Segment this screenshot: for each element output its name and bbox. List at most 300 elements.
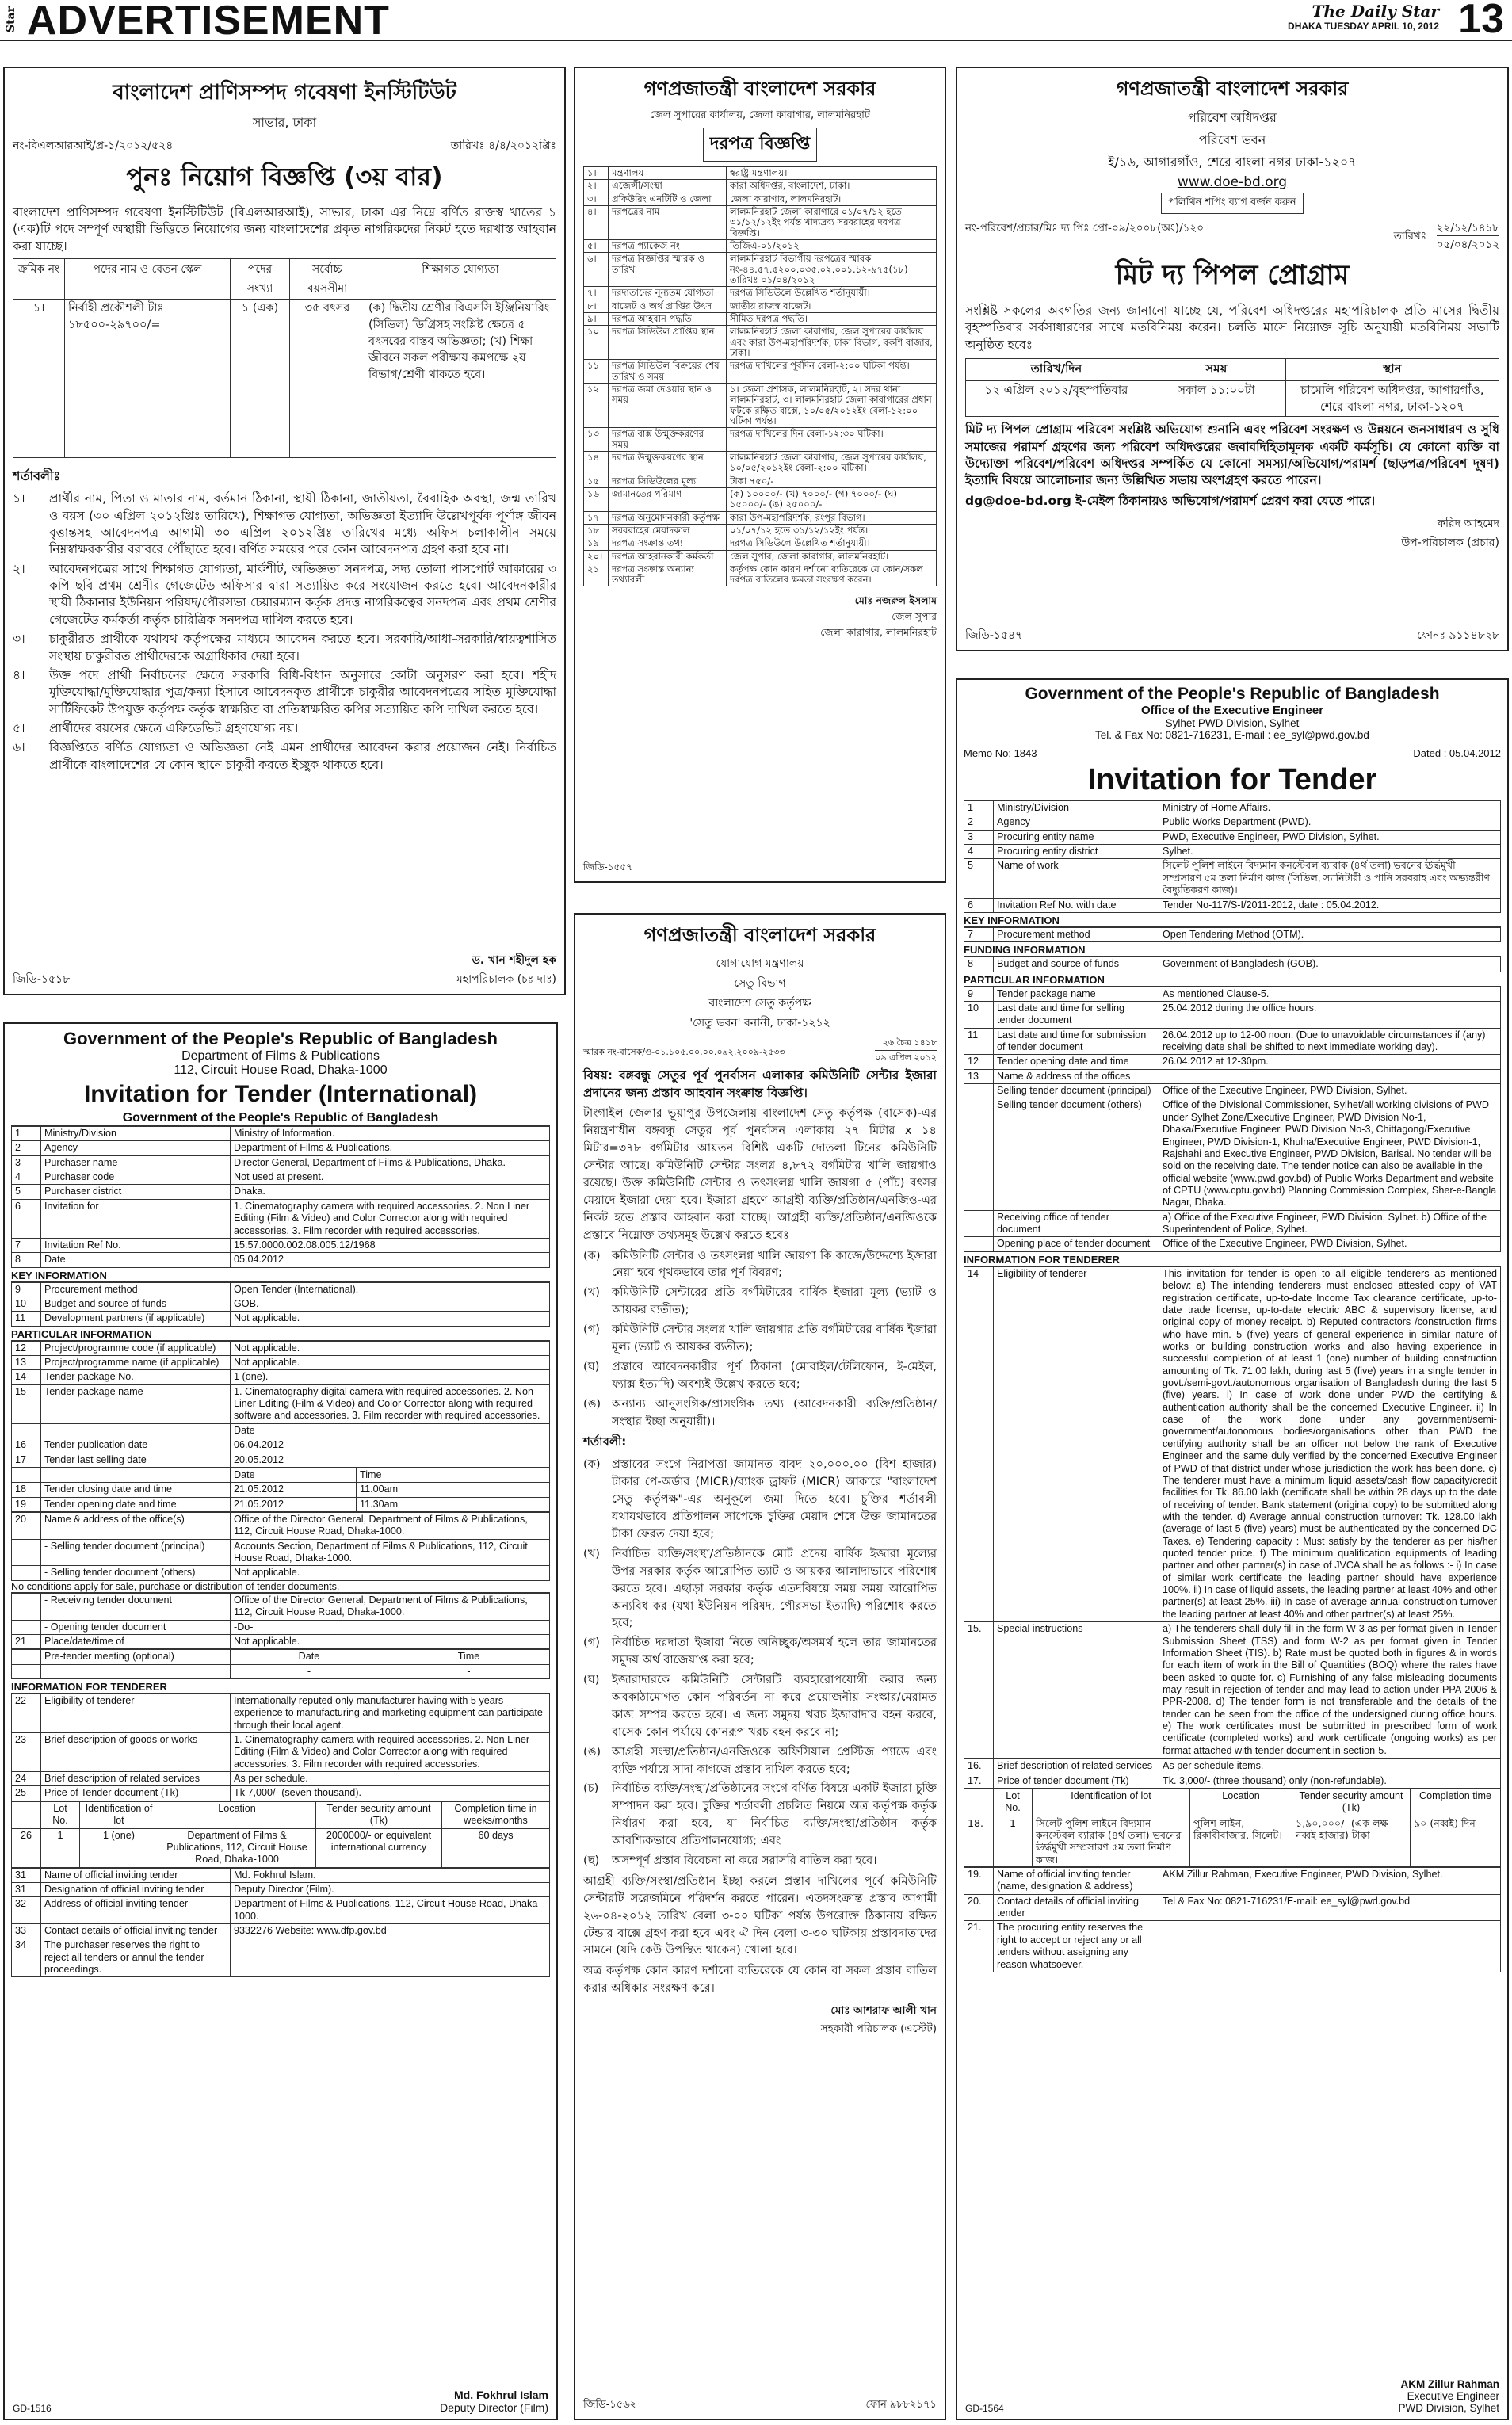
table-cell: তিজিএ-০১/২০১২	[727, 239, 937, 252]
term-item: ২। আবেদনপত্রের সাথে শিক্ষাগত যোগ্যতা, মার্কশীট, অভিজ্ঞতা সনদপত্র, সদ্য তোলা পাসপোর্ট আকারের ৩ কপি ছবি প্রথম শ্রেণীর গেজেটেড অফিসার দ্বারা সত্যায়িত করে সংযোজন করতে হবে। আবেদনকারীর স্থায়ী ঠিকানার ইউনিয়ন পরিষদ/পৌরসভা চেয়ারম্যান কর্তৃক প্রদত্ত নাগরিকত্বের সনদপত্র এবং প্রথম শ্রেণীর গেজেটেড কর্মকর্তা কর্তৃক চারিত্রিক সনদপত্র দাখিল করতে হবে।	[13, 561, 556, 627]
table-cell: PWD, Executive Engineer, PWD Division, Sylhet.	[1159, 830, 1501, 844]
gov-name: Government of the People's Republic of Bangladesh	[1025, 685, 1440, 703]
table-row	[584, 524, 937, 537]
lot-security-col: Tender security amount (Tk)	[1292, 1789, 1411, 1816]
pre-tender-table	[11, 1649, 550, 1679]
table-cell: দরদাতাদের নূন্যতম যোগ্যতা	[609, 287, 727, 300]
tender-table-a	[11, 1126, 550, 1268]
table-cell: - Selling tender document (principal)	[41, 1539, 231, 1566]
table-cell: As per schedule items.	[1159, 1759, 1501, 1774]
table-cell: ৬।	[584, 253, 609, 287]
table-cell: ১৫।	[584, 475, 609, 487]
intro-text: সংশ্লিষ্ট সকলের অবগতির জন্য জানানো যাচ্ছে যে, পরিবেশ অধিদপ্তরের মহাপরিচালক প্রতি মাসের দ্বিতীয় বৃহস্পতিবার সর্বসাধারণের সাথে মতবিনিময় করেন। চলতি মাসে নিম্নোক্ত সূচি অনুযায়ী মতবিনিময় সভাটি অনুষ্ঠিত হবেঃ	[965, 304, 1499, 352]
table-cell: Address of official inviting tender	[41, 1897, 231, 1924]
website-link[interactable]: www.doe-bd.org	[1177, 174, 1288, 190]
table-cell: 1	[12, 1127, 41, 1141]
table-row	[12, 1141, 550, 1155]
lot-row-id: 1 (one)	[80, 1828, 158, 1867]
table-cell: 3	[964, 830, 994, 844]
table-cell: Tender package No.	[41, 1370, 231, 1384]
table-cell: 18	[12, 1483, 41, 1497]
table-cell: Dhaka.	[231, 1185, 550, 1199]
table-cell: Project/programme name (if applicable)	[41, 1356, 231, 1370]
signer-name: ড. খান শহীদুল হক	[472, 954, 556, 967]
table-cell: ২০।	[584, 550, 609, 563]
term-item: (চ) নির্বাচিত ব্যক্তি/সংস্থা/প্রতিষ্ঠানের সংগে বর্ণিত বিষয়ে একটি ইজারা চুক্তি সম্পাদন করা হবে। চুক্তির শর্তাবলী প্রচলিত নিয়মে অত্র কর্তৃপক্ষ কর্তৃক নির্ধারণ করা হবে, যা নির্বাচিত ব্যক্তি/সংস্থা/প্রতিষ্ঠান কর্তৃক আবশ্যিকভাবে প্রতিপালনযোগ্য; এবং	[583, 1782, 937, 1848]
table-row	[964, 1921, 1501, 1972]
table-cell: (ক) ১০০০০/- (খ) ৭০০০/- (গ) ৭০০০/- (ঘ) ১৫০০০/- (ঙ) ২৫০০০/-	[727, 487, 937, 511]
table-cell: দরপত্র দাখিলের দিন বেলা-১২:৩০ ঘটিকা।	[727, 428, 937, 452]
date-col-head: Date	[231, 1468, 357, 1482]
ministry-name: যোগাযোগ মন্ত্রণালয়	[716, 957, 804, 970]
table-cell: 13	[12, 1356, 41, 1370]
table-cell: ৫।	[584, 239, 609, 252]
table-row	[12, 1370, 550, 1384]
table-cell: ১১।	[584, 360, 609, 384]
col-post: পদের নাম ও বেতন স্কেল	[65, 259, 231, 300]
table-cell: Procuring entity district	[994, 845, 1159, 859]
dept-name: Department of Films & Publications	[181, 1049, 380, 1063]
table-row	[12, 1924, 550, 1938]
closing-text-2: অত্র কর্তৃপক্ষ কোন কারণ দর্শানো ব্যতিরেকে যে কোন বা সকল প্রস্তাব বাতিল করার অধিকার সংরক্ষণ করে।	[583, 1964, 937, 1995]
table-cell: Not applicable.	[231, 1634, 550, 1648]
lot-security-col: Tender security amount (Tk)	[316, 1801, 442, 1828]
lot-row-id: সিলেট পুলিশ লাইনে বিদ্যমান কনস্টেবল ব্যারাক (৪র্থ তলা) ভবনের ঊর্দ্ধমুখী সম্প্রসারণ ৫ম তলা নির্মাণ কাজ।	[1033, 1816, 1190, 1866]
table-cell: 31	[12, 1868, 41, 1882]
table-cell: - Opening tender document	[41, 1620, 231, 1634]
row-time: সকাল ১১:০০টা	[1147, 381, 1285, 417]
table-cell: 7	[964, 927, 994, 941]
table-cell: দরপত্র সিডিউলে উল্লেখিত শর্তানুযায়ী।	[727, 287, 937, 300]
table-cell: -Do-	[231, 1620, 550, 1634]
slogan-box: পলিথিন শপিং ব্যাগ বর্জন করুন	[1161, 193, 1303, 214]
table-cell: Tender package name	[41, 1384, 231, 1423]
table-cell: Price of Tender document (Tk)	[41, 1786, 231, 1801]
table-cell: Director General, Department of Films & Publications, Dhaka.	[231, 1155, 550, 1170]
issue-date: DHAKA TUESDAY APRIL 10, 2012	[1288, 21, 1439, 32]
lot-col: Lot No.	[994, 1789, 1033, 1816]
table-cell: 20.05.2012	[231, 1453, 550, 1467]
signer-title: উপ-পরিচালক (প্রচার)	[1401, 537, 1499, 549]
table-cell: Ministry/Division	[41, 1127, 231, 1141]
table-row	[964, 845, 1501, 859]
ref-number: স্মারক নং-বাসেক/ও-০১.১০৫.০০.০০.০৯২.২০০৯-২৫৩৩	[583, 1047, 785, 1057]
table-cell: লালমনিরহাট জেলা কারাগার, জেল সুপারের কার্যালয়, ১০/০৫/২০১২ইং বেলা-২:০০ ঘটিকা।	[727, 451, 937, 475]
authority-name: বাংলাদেশ সেতু কর্তৃপক্ষ	[708, 997, 811, 1010]
funding-heading: FUNDING INFORMATION	[964, 944, 1501, 957]
table-cell: লালমনিরহাট জেলা কারাগারে ০১/০৭/১২ হতে ৩১/১২/১২ইং পর্যন্ত খাদ্যদ্রব্য সরবরাহের দরপত্র বিজ্ঞপ্তি।	[727, 205, 937, 239]
table-cell: 31	[12, 1882, 41, 1896]
table-cell: দরপত্র উন্মুক্তকরণের স্থান	[609, 451, 727, 475]
table-cell: ২১।	[584, 563, 609, 586]
eligibility-label: Eligibility of tenderer	[994, 1266, 1159, 1621]
table-cell: 2	[12, 1141, 41, 1155]
table-cell: জাতীয় রাজস্ব বাজেট।	[727, 300, 937, 312]
notice-headline: Invitation for Tender (International)	[83, 1081, 478, 1107]
table-cell: 9332276 Website: www.dfp.gov.bd	[231, 1924, 550, 1938]
table-row	[12, 1384, 550, 1423]
notice-headline: মিট দ্য পিপল প্রোগ্রাম	[1115, 259, 1350, 291]
table-cell	[231, 1938, 550, 1977]
term-item: (খ) নির্বাচিত ব্যক্তি/সংস্থা/প্রতিষ্ঠানকে মোট প্রদেয় বার্ষিক ইজারা মূল্যের উপর সরকার কর্তৃক আরোপিত ভ্যাট ও আয়কর আলাদাভাবে পরিশোধ করতে হবে। এছাড়া সরকার কর্তৃক এতদবিষয়ে সময় সময় আরোপিত অন্যবিধ কর (যথা ইউনিয়ন পরিষদ, পৌরসভা ইত্যাদি) পরিশোধ করতে হবে;	[583, 1546, 937, 1630]
table-cell: ৮।	[584, 300, 609, 312]
col-count: পদের সংখ্যা	[231, 259, 290, 300]
row-place: চামেলি পরিবেশ অধিদপ্তর, আগারগাঁও, শেরে বাংলা নগর, ঢাকা-১২০৭	[1285, 381, 1499, 417]
memo-number: Memo No: 1843	[964, 747, 1037, 759]
table-cell	[964, 1210, 994, 1237]
table-cell: Agency	[41, 1141, 231, 1155]
table-cell: ৩।	[584, 193, 609, 205]
table-cell: Not applicable.	[231, 1566, 550, 1580]
org-location: সাভার, ঢাকা	[252, 115, 317, 130]
table-cell: Date	[41, 1253, 231, 1267]
notice-headline: Invitation for Tender	[1087, 763, 1377, 796]
table-cell: Name of official inviting tender (name, designation & address)	[994, 1868, 1159, 1895]
table-cell: Name of work	[994, 859, 1159, 898]
table-cell: 11.00am	[357, 1483, 550, 1497]
particular-info-heading: PARTICULAR INFORMATION	[964, 974, 1501, 987]
table-cell: Selling tender document (principal)	[994, 1084, 1159, 1098]
table-row	[964, 1759, 1501, 1774]
table-row	[12, 1423, 550, 1438]
table-cell: 10	[12, 1297, 41, 1311]
table-cell: জামানতের পরিমাণ	[609, 487, 727, 511]
term-item: (ঙ) আগ্রহী সংস্থা/প্রতিষ্ঠান/এনজিওকে অফিসিয়াল প্রেস্টিজ প্যাডে এবং ব্যক্তি পর্যায়ে সাদা কাগজে প্রস্তাব দাখিল করতে হবে;	[583, 1744, 937, 1776]
table-cell: সীমিত দরপত্র পদ্ধতি।	[727, 312, 937, 325]
table-cell: দরপত্রের নাম	[609, 205, 727, 239]
table-row	[964, 927, 1501, 941]
row-qual: (ক) দ্বিতীয় শ্রেণীর বিএসসি ইঞ্জিনিয়ারিং (সিভিল) ডিগ্রিসহ সংশ্লিষ্ট ক্ষেত্রে ৫ বৎসরের বাস্তব অভিজ্ঞতা; (খ) শিক্ষা জীবনে সকল পরীক্ষায় কমপক্ষে ২য় বিভাগ/শ্রেণী থাকতে হবে।	[365, 300, 556, 458]
table-cell: Open Tender (International).	[231, 1282, 550, 1297]
table-row	[584, 383, 937, 427]
signer-title: সহকারী পরিচালক (এস্টেট)	[820, 2022, 937, 2036]
table-cell: Tender last selling date	[41, 1453, 231, 1467]
table-row	[584, 487, 937, 511]
table-row	[584, 205, 937, 239]
table-row	[12, 1297, 550, 1311]
table-cell	[12, 1539, 41, 1566]
table-row	[964, 957, 1501, 972]
table-cell: ০১/০৭/১২ হতে ৩১/১২/১২ইং পর্যন্ত।	[727, 524, 937, 537]
table-cell: 32	[12, 1897, 41, 1924]
division-name: Sylhet PWD Division, Sylhet	[1165, 717, 1300, 729]
term-item: ৩। চাকুরীরত প্রার্থীকে যথাযথ কর্তৃপক্ষের মাধ্যমে আবেদন করতে হবে। সরকারি/আধা-সরকারি/স্বায়ত্বশাসিত সংস্থায় চাকুরীরত প্রার্থীদেরকে অগ্রাধিকার দেয়া হবে।	[13, 632, 556, 663]
table-cell: Contact details of official inviting tender	[994, 1894, 1159, 1921]
table-cell	[964, 1237, 994, 1251]
table-cell: 16.	[964, 1759, 994, 1774]
date-label: তারিখঃ	[1393, 230, 1426, 242]
gov-name: গণপ্রজাতন্ত্রী বাংলাদেশ সরকার	[643, 924, 876, 946]
ad-films-tender	[3, 1022, 558, 2420]
term-item: (ঘ) ইজারাদারকে কমিউনিটি সেন্টারটি ব্যবহারোপযোগী করার জন্য অবকাঠামোগত কোন পরিবর্তন না করে প্রয়োজনীয় সংস্কার/মেরামত কাজ সম্পন্ন করতে হবে। এ জন্য সমুদয় খরচ ইজারাদার বহন করবে, বাসেক কোন পর্যায়ে কোনরূপ খরচ বহন করবে না;	[583, 1673, 937, 1739]
table-row	[12, 1868, 550, 1882]
tender-table-b	[11, 1282, 550, 1327]
table-cell: ১। জেলা প্রশাসক, লালমনিরহাট, ২। সদর থানা লালমনিরহাট, ৩। লালমনিরহাট জেলা কারাগারের প্রধান ফটকে রক্ষিত বাক্সে, ১০/০৫/২০১২ইং বেলা-১২:০০ ঘটিকা পর্যন্ত।	[727, 383, 937, 427]
phone-number: ফোনঃ ৯১১৪৮২৮	[1417, 629, 1499, 642]
table-row	[12, 1772, 550, 1786]
table-cell: Sylhet.	[1159, 845, 1501, 859]
table-cell: ১৩।	[584, 428, 609, 452]
masthead	[0, 0, 1512, 44]
table-row	[12, 1634, 550, 1648]
table-cell: Development partners (if applicable)	[41, 1312, 231, 1326]
lot-row-sl: 18.	[964, 1816, 994, 1866]
col-time: সময়	[1147, 359, 1285, 381]
table-row	[964, 1894, 1501, 1921]
table-cell: Public Works Department (PWD).	[1159, 815, 1501, 830]
lot-row-no: 1	[994, 1816, 1033, 1866]
lot-location-col: Location	[1190, 1789, 1292, 1816]
table-cell: ১।	[584, 167, 609, 180]
table-row	[964, 1084, 1501, 1098]
table-cell: 15.57.0000.002.08.005.12/1968	[231, 1238, 550, 1252]
table-cell: 17.	[964, 1774, 994, 1788]
table-cell: 21.05.2012	[231, 1483, 357, 1497]
table-row	[584, 239, 937, 252]
table-cell: লালমনিরহাট বিভাগীয় দরপত্রের স্মারক নং-৪৪.৫৭.৫২০০.০৩৫.০২.০০১.১২-৯৭৫(১৮) তারিখঃ ০১/০৪/২০১২	[727, 253, 937, 287]
table-row	[12, 1238, 550, 1252]
table-row	[964, 1055, 1501, 1069]
table-cell: Name of official inviting tender	[41, 1868, 231, 1882]
terms-list	[13, 491, 556, 773]
table-row	[12, 1282, 550, 1297]
dept-address: 112, Circuit House Road, Dhaka-1000	[174, 1064, 388, 1077]
table-cell: 20.	[964, 1894, 994, 1921]
table-row	[12, 1694, 550, 1732]
notice-headline: পুনঃ নিয়োগ বিজ্ঞপ্তি (৩য় বার)	[126, 162, 443, 192]
building-name: পরিবেশ ভবন	[1198, 132, 1266, 147]
tender-table-c	[11, 1341, 550, 1468]
table-cell: 13	[964, 1069, 994, 1083]
table-cell: দরপত্র আহবান পদ্ধতি	[609, 312, 727, 325]
table-row	[584, 550, 937, 563]
table-cell: দরপত্র সিডিউলের মূল্য	[609, 475, 727, 487]
signer-title: Executive Engineer	[1407, 2390, 1499, 2402]
schedule-table	[965, 358, 1499, 417]
signer-name: Md. Fokhrul Islam	[453, 2389, 548, 2401]
lot-row-security: ১,৯০,০০০/- (এক লক্ষ নব্বই হাজার) টাকা	[1292, 1816, 1411, 1866]
table-cell: স্বরাষ্ট্র মন্ত্রণালয়।	[727, 167, 937, 180]
post-table	[13, 258, 556, 458]
table-row	[584, 360, 937, 384]
table-cell: 21.	[964, 1921, 994, 1972]
col-qual: শিক্ষাগত যোগ্যতা	[365, 259, 556, 300]
table-cell: দরপত্র প্যাকেজ নং	[609, 239, 727, 252]
term-item: ১। প্রার্থীর নাম, পিতা ও মাতার নাম, বর্তমান ঠিকানা, স্থায়ী ঠিকানা, জাতীয়তা, বৈবাহিক অবস্থা, জন্ম তারিখ ও বয়স (৩০ এপ্রিল ২০১২খ্রিঃ তারিখে), শিক্ষাগত যোগ্যতা, অভিজ্ঞতা ইত্যাদি উল্লেখপূর্বক পূর্ণাঙ্গ জীবন বৃত্তান্তসহ আবেদনপত্র আগামী ৩০ এপ্রিল ২০১২খ্রিঃ তারিখের মধ্যে অফিস চলাকালীন সময়ে নিম্নস্বাক্ষরকারীর বরাবরে পৌঁছাতে হবে। বর্ণিত সময়ের পরে কোন আবেদনপত্র গ্রহণ করা হবে না।	[13, 491, 556, 557]
table-cell: Department of Films & Publications.	[231, 1141, 550, 1155]
table-cell: দরপত্র অনুমোদনকারী কর্তৃপক্ষ	[609, 511, 727, 524]
row-date: ১২ এপ্রিল ২০১২/বৃহস্পতিবার	[966, 381, 1147, 417]
table-cell: Tk 7,000/- (seven thousand).	[231, 1786, 550, 1801]
table-cell: Not used at present.	[231, 1170, 550, 1185]
table-cell	[964, 1084, 994, 1098]
page-number: 13	[1458, 0, 1504, 42]
ad-code: জিডি-১৫১৮	[13, 973, 71, 986]
authority-address: 'সেতু ভবন' বনানী, ঢাকা-১২১২	[689, 1017, 830, 1029]
term-item: ৪। উক্ত পদে প্রার্থী নির্বাচনের ক্ষেত্রে সরকারি বিধি-বিধান অনুসারে কোটা অনুসরণ করা হবে। শহীদ মুক্তিযোদ্ধা/মুক্তিযোদ্ধার পুত্র/কন্যা হিসাবে আবেদনকৃত প্রার্থীকে চাকুরীর আবেদনপত্রের সহিত মুক্তিযোদ্ধা সার্টিফিকেট উপযুক্ত কর্তৃপক্ষ কর্তৃক স্বাক্ষরিত বা প্রতিস্বাক্ষরিত কপির সত্যায়িত কপি দাখিল করতে হবে।	[13, 667, 556, 716]
table-row	[12, 1897, 550, 1924]
eligibility-text: This invitation for tender is open to all eligible tenderers as mentioned below: a) The intending tenderers must enclosed attested copy of VAT registration certificate, up-to-date Income Tax clearance certificate, up-to-date trade license, up-to-date electric ABC & supervisory license, and original copy of money receipt. b) Reputed contractors /construction firms who have min. 5 (five) years of general experience in similar nature of works or building construction works and also having experience in successful completion of at least 1 (one) number of building construction amounting of Tk. 71.00 lakh, during last 5 (five) years in a single tender in govt./semi-govt./autonomous organisation of Bangladesh during the last 5 (five) years. i) In case of work done under PWD the certifying & authentication authority shall be the concerned Executive Engineer. ii) In case of the work done under any government/semi-government/autonomous bodies/organisations other than PWD the certifying authority shall be an officer not below the rank of Executive Engineer and the same duly verified by the concerned Executive Engineer of PWD of that district under whose jurisdiction the work has been done. c) The tenderer must have a minimum liquid assets/cash flow capacity/credit facilities for Tk. 86.00 lakh (certificate shall be within 28 days up to the date of receiving of tender. Bank statement (original copy) to be submitted along with the tender. d) Average annual construction turnover: Tk. 128.00 lakh (average of last 5 (five) years) must be authenticated by the concerned DC Taxes. e) Tendering capacity : Must satisfy by the tenderer as per his/her quoted tender price. f) The minimum qualification equipments of leading partner and other partner(s) in case of JVCA shall be as follows :- i) In case of similar work certificate the leading partner should have experience 100%. ii) In case of liquid assets, the leading partner at least 40% and other partner(s) at least 25%. iii) In case of average annual construction turnover the leading partner at least 40% and other partner(s) at least 25%.	[1159, 1266, 1501, 1621]
table-cell: Md. Fokhrul Islam.	[231, 1868, 550, 1882]
pwd-table-c	[964, 957, 1501, 972]
info-item: (ঘ) প্রস্তাবে আবেদনকারীর পূর্ণ ঠিকানা (মোবাইল/টেলিফোন, ই-মেইল, ফ্যাক্স ইত্যাদি) অবশ্যই উল্লেখ করতে হবে;	[583, 1359, 937, 1391]
table-row	[964, 1028, 1501, 1055]
pwd-table-e	[964, 1759, 1501, 1789]
table-cell: 4	[964, 845, 994, 859]
term-item: ৬। বিজ্ঞপ্তিতে বর্ণিত যোগ্যতা ও অভিজ্ঞতা নেই এমন প্রার্থীদের আবেদন করার প্রয়োজন নেই। নির্বাচিত প্রার্থীকে বাংলাদেশের যে কোন স্থানে চাকুরী করতে ইচ্ছুক থাকতে হবে।	[13, 740, 556, 772]
ad-bridge-authority	[574, 913, 946, 2420]
gov-name: গণপ্রজাতন্ত্রী বাংলাদেশ সরকার	[643, 78, 876, 100]
email-line: dg@doe-bd.org ই-মেইল ঠিকানায়ও অভিযোগ/পরামর্শ প্রেরণ করা যেতে পারে।	[965, 493, 1376, 508]
info-item: (ঙ) অন্যান্য আনুসংগিক/প্রাসংগিক তথ্য (আবেদনকারী ব্যক্তি/প্রতিষ্ঠান/সংস্থার ইচ্ছা অনুযায়ী)।	[583, 1396, 937, 1428]
table-cell: Last date and time for submission of tender document	[994, 1028, 1159, 1055]
table-cell: - Selling tender document (others)	[41, 1566, 231, 1580]
table-row	[12, 1938, 550, 1977]
table-cell: লালমনিরহাট জেলা কারাগার, জেল সুপারের কার্যালয় এবং কারা উপ-মহাপরিদর্শক, ঢাকা বিভাগ, বকশি বাজার, ঢাকা।	[727, 326, 937, 360]
info-tenderer-heading: INFORMATION FOR TENDERER	[964, 1254, 1501, 1266]
tender-table-e	[11, 1512, 550, 1581]
table-cell: ২।	[584, 180, 609, 193]
table-cell: 23	[12, 1733, 41, 1772]
info-item: (গ) কমিউনিটি সেন্টার সংলগ্ন খালি জায়গার প্রতি বর্গমিটারের বার্ষিক ইজারা মূল্য (ভ্যাট ও আয়কর ব্যতীত);	[583, 1323, 937, 1354]
info-item: (খ) কমিউনিটি সেন্টারের প্রতি বর্গমিটারের বার্ষিক ইজারা মূল্য (ভ্যাট ও আয়কর ব্যতীত);	[583, 1285, 937, 1317]
table-cell: ৭।	[584, 287, 609, 300]
table-cell: GOB.	[231, 1297, 550, 1311]
table-cell: 06.04.2012	[231, 1438, 550, 1453]
ad-blri-recruitment	[3, 67, 566, 995]
table-cell: Brief description of related services	[41, 1772, 231, 1786]
table-cell: 4	[12, 1170, 41, 1185]
date-1: ২২/১২/১৪১৮	[1436, 222, 1499, 235]
memo-date: Dated : 05.04.2012	[1413, 747, 1501, 759]
table-cell: 1	[964, 801, 994, 815]
term-item: ৫। প্রার্থীদের বয়সের ক্ষেত্রে এফিডেভিট গ্রহণযোগ্য নয়।	[13, 721, 299, 735]
table-cell: Office of the Divisional Commissioner, Sylhet/all working divisions of PWD under Sylhet Zone/Executive Engineer, PWD Division No-1, Dhaka/Executive Engineer, PWD Division No-3, Chittagong/Executive Engineer, PWD Division-1, Khulna/Executive Engineer, PWD Division-1, Rajshahi and Executive Engineer, PWD Division, Barisal. No tender will be sold on the receiving date. The tender notice can also be available in the official website (www.pwd.gov.bd) of Public Works Department and website of CPTU (www.cptu.gov.bd) Planning Commission Complex, Sher-e-Bangla Nagar, Dhaka.	[1159, 1098, 1501, 1210]
table-cell: a) Office of the Executive Engineer, PWD Division, Sylhet. b) Office of the Superintendent of Police, Sylhet.	[1159, 1210, 1501, 1237]
lot-row-no: 1	[41, 1828, 80, 1867]
lot-location-col: Location	[158, 1801, 316, 1828]
table-cell: দরপত্র জমা দেওয়ার স্থান ও সময়	[609, 383, 727, 427]
office-name: জেল সুপারের কার্যালয়, জেলা কারাগার, লালমনিরহাট	[650, 109, 870, 121]
pwd-table-a	[964, 800, 1501, 913]
table-cell: Invitation Ref No. with date	[994, 898, 1159, 912]
pre-tender-date: -	[231, 1664, 388, 1678]
table-cell	[12, 1620, 41, 1634]
lot-row-sl: 26	[12, 1828, 41, 1867]
particular-info-heading: PARTICULAR INFORMATION	[11, 1328, 550, 1341]
term-item: (গ) নির্বাচিত দরদাতা ইজারা নিতে অনিচ্ছুক/অসমর্থ হলে তার জামানতের সমুদয় অর্থ বাজেয়াপ্ত করা হবে;	[583, 1636, 937, 1667]
signer-name: মোঃ নজরুল ইসলাম	[854, 594, 937, 607]
dept-name: পরিবেশ অধিদপ্তর	[1188, 110, 1277, 125]
table-cell: দরপত্র সিডিউল প্রাপ্তির স্থান	[609, 326, 727, 360]
table-cell: 1 (one).	[231, 1370, 550, 1384]
gov-name: Government of the People's Republic of Bangladesh	[63, 1029, 498, 1048]
signer-name: মোঃ আশরাফ আলী খান	[830, 2004, 937, 2018]
table-cell: Not applicable.	[231, 1341, 550, 1355]
ref-number: নং-পরিবেশ/প্রচার/মিঃ দ্য পিঃ প্রো-০৯/২০০৮(অং)/১২০	[965, 222, 1204, 235]
table-row	[12, 1733, 550, 1772]
table-cell: দরপত্র সিডিউলে উল্লেখিত শর্তানুযায়ী।	[727, 537, 937, 550]
table-cell: Tender publication date	[41, 1438, 231, 1453]
lot-id-col: Identification of lot	[80, 1801, 158, 1828]
table-row	[12, 1253, 550, 1267]
terms-title: শর্তাবলী:	[583, 1434, 627, 1449]
ad-code: জিডি-১৫৪৭	[965, 629, 1023, 642]
subject-line: বিষয়: বঙ্গবন্ধু সেতুর পূর্ব পুনর্বাসন এলাকার কমিউনিটি সেন্টার ইজারা প্রদানের জন্য প্রস্তাব আহবান সংক্রান্ত বিজ্ঞপ্তি।	[583, 1068, 937, 1100]
col-date: তারিখ/দিন	[966, 359, 1147, 381]
table-cell: Eligibility of tenderer	[41, 1694, 231, 1732]
table-cell: Procurement method	[994, 927, 1159, 941]
table-cell: As mentioned Clause-5.	[1159, 987, 1501, 1001]
table-row	[964, 1210, 1501, 1237]
table-cell: Date	[231, 1423, 550, 1438]
table-row	[964, 898, 1501, 912]
table-cell: 15	[12, 1384, 41, 1423]
table-cell: Tk. 3,000/- (three thousand) only (non-refundable).	[1159, 1774, 1501, 1788]
org-name: বাংলাদেশ প্রাণিসম্পদ গবেষণা ইনস্টিটিউট	[113, 81, 456, 105]
table-cell: The procuring entity reserves the right to accept or reject any or all tenders without assigning any reason whatsoever.	[994, 1921, 1159, 1972]
table-cell	[964, 1098, 994, 1210]
contact-line: Tel. & Fax No: 0821-716231, E-mail : ee_syl@pwd.gov.bd	[1095, 729, 1369, 741]
table-row	[584, 563, 937, 586]
term-item: (ক) প্রস্তাবের সংগে নিরাপত্তা জামানত বাবদ ২০,০০০.০০ (বিশ হাজার) টাকার পে-অর্ডার (MICR)/ব্যাংক ড্রাফট (MICR) আকারে "বাংলাদেশ সেতু কর্তৃপক্ষ"-এর অনুকূলে জমা দিতে হবে। চুক্তির শর্তাবলী যথাযথভাবে প্রতিপালন সাপেক্ষে চুক্তির মেয়াদ শেষে উক্ত জামানতের টাকা ফেরত দেয়া হবে;	[583, 1457, 937, 1541]
table-cell: 11.30am	[357, 1497, 550, 1511]
table-row	[12, 1512, 550, 1539]
table-cell: জেলা কারাগার, লালমনিরহাট।	[727, 193, 937, 205]
info-item: (ক) কমিউনিটি সেন্টার ও তৎসংলগ্ন খালি জায়গা কি কাজে/উদ্দেশ্যে ইজারা নেয়া হবে পৃথকভাবে তার পূর্ণ বিবরণ;	[583, 1248, 937, 1280]
table-cell: 1. Cinematography camera with required accessories. 2. Non Liner Editing (Film & Video) and Color Corrector along with required accessories. 3. Film recorder with required accessories.	[231, 1733, 550, 1772]
lot-table	[11, 1801, 550, 1868]
table-cell: - Receiving tender document	[41, 1593, 231, 1620]
table-cell: Last date and time for selling tender document	[994, 1001, 1159, 1028]
row-post: নির্বাহী প্রকৌশলী টাঃ ১৮৫০০-২৯৭০০/=	[65, 300, 231, 458]
table-cell: ১৪।	[584, 451, 609, 475]
table-cell: Agency	[994, 815, 1159, 830]
table-cell: 19.	[964, 1868, 994, 1895]
division-name: সেতু বিভাগ	[734, 977, 786, 990]
table-row	[584, 312, 937, 325]
table-cell: 10	[964, 1001, 994, 1028]
table-cell: Government of Bangladesh (GOB).	[1159, 957, 1501, 972]
tender-dates-table	[11, 1468, 550, 1512]
table-cell: 8	[12, 1253, 41, 1267]
dept-address: ই/১৬, আগারগাঁও, শেরে বাংলা নগর ঢাকা-১২০৭	[1108, 155, 1357, 170]
table-row	[12, 1199, 550, 1238]
table-row	[12, 1453, 550, 1467]
time-col-head: Time	[357, 1468, 550, 1482]
table-cell: 5	[12, 1185, 41, 1199]
ad-code: জিডি-১৫৫৭	[583, 861, 632, 873]
table-cell: As per schedule.	[231, 1772, 550, 1786]
key-info-heading: KEY INFORMATION	[964, 915, 1501, 927]
table-cell: 3	[12, 1155, 41, 1170]
table-cell: 26.04.2012 at 12-30pm.	[1159, 1055, 1501, 1069]
table-cell: প্রকিউরিং এনটিটি ও জেলা	[609, 193, 727, 205]
table-cell: 22	[12, 1694, 41, 1732]
table-cell: Purchaser district	[41, 1185, 231, 1199]
table-row	[584, 287, 937, 300]
table-cell: 05.04.2012	[231, 1253, 550, 1267]
table-cell: কারা অধিদপ্তর, বাংলাদেশ, ঢাকা।	[727, 180, 937, 193]
table-row	[964, 801, 1501, 815]
table-cell: Office of the Director General, Department of Films & Publications, 112, Circuit House Road, Dhaka-1000.	[231, 1512, 550, 1539]
pwd-eligibility-table: 14 Eligibility of tenderer This invitation for tender is open to all eligible tenderers as mentioned below: a) The intending tenderers must enclosed attested copy of VAT registration certificate, up-to-date Income Tax clearance certificate, up-to-date trade license, up-to-date electric ABC & supervisory license, and original copy of money receipt. b) Reputed contractors /construction firms who have min. 5 (five) years of general experience in similar nature of works or building construction works and also having experience in successful completion of at least 1 (one) number of building construction amounting of Tk. 71.00 lakh, during last 5 (five) years in a single tender in govt./semi-govt./autonomous organisation of Bangladesh during the last 5 (five) years. i) In case of work done under PWD the certifying & authentication authority shall be the concerned Executive Engineer. ii) In case of the work done under any government/semi-government/autonomous bodies/organisations other than PWD the certifying authority shall be an officer not below the rank of Executive Engineer and the same duly verified by the concerned Executive Engineer of PWD of that district under whose jurisdiction the work has been done. c) The tenderer must have a minimum liquid assets/cash flow capacity/credit facilities for Tk. 86.00 lakh (certificate shall be within 28 days up to the date of receiving of tender. Bank statement (original copy) to be submitted along with the tender. d) Average annual construction turnover: Tk. 128.00 lakh (average of last 5 (five) years) must be authenticated by the concerned DC Taxes. e) Tendering capacity : Must satisfy by the tenderer as per his/her quoted tender price. f) The minimum qualification equipments of leading partner and other partner(s) in case of JVCA shall be as follows :- i) In case of similar work certificate the leading partner should have experience 100%. ii) In case of liquid assets, the leading partner at least 40% and other partner(s) at least 25%. iii) In case of average annual construction turnover the leading partner at least 40% and other partner(s) at least 25%. 15. Special instructions a) The tenderers shall duly fill in the form W-3 as per format given in Tender Submission Sheet (TSS) and form W-2 as per format given in Tender Information Sheet (TIS). b) Rate must be quoted both in figures & in words for each item of work in the Bill of Quantities (BOQ) where the rates have been asked to quote for. c) Furnishing of any false misleading documents may result in rejection of tender and may lead to action under PPA-2006 & PPR-2008. d) The tender form is not transferable and the details of the tender can be seen from the office of the undersigned during office hours. e) The work certificates must be submitted in prescribed form of work certificate (completed works) and work certificate (ongoing works) as per format attached with tender document in section-5.	[964, 1266, 1501, 1759]
col-sl: ক্রমিক নং	[13, 259, 65, 300]
lot-col: Lot No.	[41, 1801, 80, 1828]
table-row	[12, 1483, 550, 1497]
table-row	[12, 1539, 550, 1566]
table-row	[12, 1127, 550, 1141]
